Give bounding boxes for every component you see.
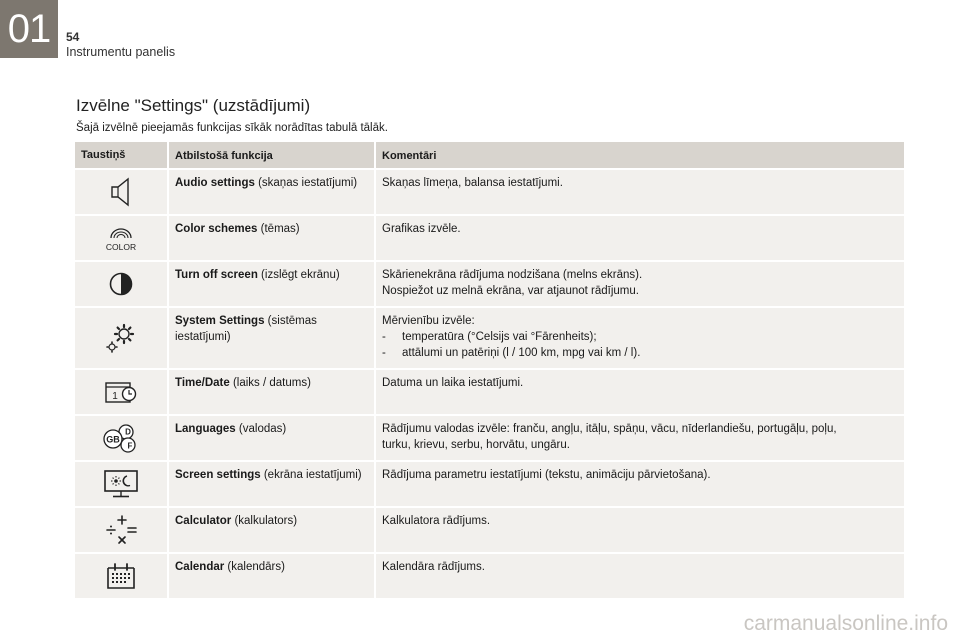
table-row	[75, 554, 904, 598]
comment-cell: Rādījuma parametru iestatījumi (tekstu, animāciju pārvietošana).	[376, 462, 904, 506]
watermark: carmanualsonline.info	[743, 612, 948, 635]
table-row	[75, 508, 904, 552]
comment-cell: Mērvienību izvēle: - temperatūra (°Celsijs vai °Fārenheits); - attālumi un patēriņi (l / 100 km, mpg vai km / l).	[376, 308, 904, 368]
languages-icon	[75, 416, 167, 460]
function-cell: Languages (valodas)	[169, 416, 374, 460]
function-cell: Turn off screen (izslēgt ekrānu)	[169, 262, 374, 306]
table-row	[75, 462, 904, 506]
lang-d-label: D	[125, 427, 131, 437]
intro-text: Šajā izvēlnē pieejamās funkcijas sīkāk norādītas tabulā tālāk.	[76, 122, 388, 134]
calendar-icon	[75, 554, 167, 598]
function-cell: Time/Date (laiks / datums)	[169, 370, 374, 414]
lang-f-label: F	[127, 441, 133, 451]
calendar-clock-icon	[75, 370, 167, 414]
comment-cell: Grafikas izvēle.	[376, 216, 904, 260]
page-number: 54	[66, 30, 80, 44]
function-cell: Audio settings (skaņas iestatījumi)	[169, 170, 374, 214]
gears-icon	[75, 308, 167, 368]
function-cell: System Settings (sistēmas iestatījumi)	[169, 308, 374, 368]
function-cell: Color schemes (tēmas)	[169, 216, 374, 260]
table-row	[75, 216, 904, 260]
comment-cell: Kalkulatora rādījums.	[376, 508, 904, 552]
page-title: Izvēlne "Settings" (uzstādījumi)	[76, 96, 311, 115]
screen-settings-icon	[75, 462, 167, 506]
calendar-day-label: 1	[112, 391, 118, 402]
header-function: Atbilstošā funkcija	[169, 142, 374, 168]
comment-cell: Skaņas līmeņa, balansa iestatījumi.	[376, 170, 904, 214]
chapter-number: 01	[0, 0, 58, 58]
header-comment: Komentāri	[376, 142, 904, 168]
section-name: Instrumentu panelis	[66, 45, 176, 59]
table-row	[75, 262, 904, 306]
table-row	[75, 416, 904, 460]
table-row	[75, 308, 904, 368]
header-key: Taustiņš	[75, 142, 167, 168]
comment-cell: Skārienekrāna rādījuma nodzišana (melns ekrāns). Nospiežot uz melnā ekrāna, var atjaunot rādījumu.	[376, 262, 904, 306]
table-row	[75, 370, 904, 414]
function-cell: Calendar (kalendārs)	[169, 554, 374, 598]
calculator-icon	[75, 508, 167, 552]
table-header-row	[75, 142, 904, 168]
comment-cell: Rādījumu valodas izvēle: franču, angļu, itāļu, spāņu, vācu, nīderlandiešu, portugāļu, poļu, turku, krievu, serbu, horvātu, ungāru.	[376, 416, 904, 460]
function-cell: Calculator (kalkulators)	[169, 508, 374, 552]
function-cell: Screen settings (ekrāna iestatījumi)	[169, 462, 374, 506]
table-row	[75, 170, 904, 214]
settings-table	[75, 142, 904, 600]
lang-gb-label: GB	[106, 434, 120, 445]
comment-cell: Datuma un laika iestatījumi.	[376, 370, 904, 414]
color-icon-label: COLOR	[105, 242, 137, 252]
comment-cell: Kalendāra rādījums.	[376, 554, 904, 598]
speaker-icon	[75, 170, 167, 214]
screen-off-icon	[75, 262, 167, 306]
color-schemes-icon	[75, 216, 167, 260]
